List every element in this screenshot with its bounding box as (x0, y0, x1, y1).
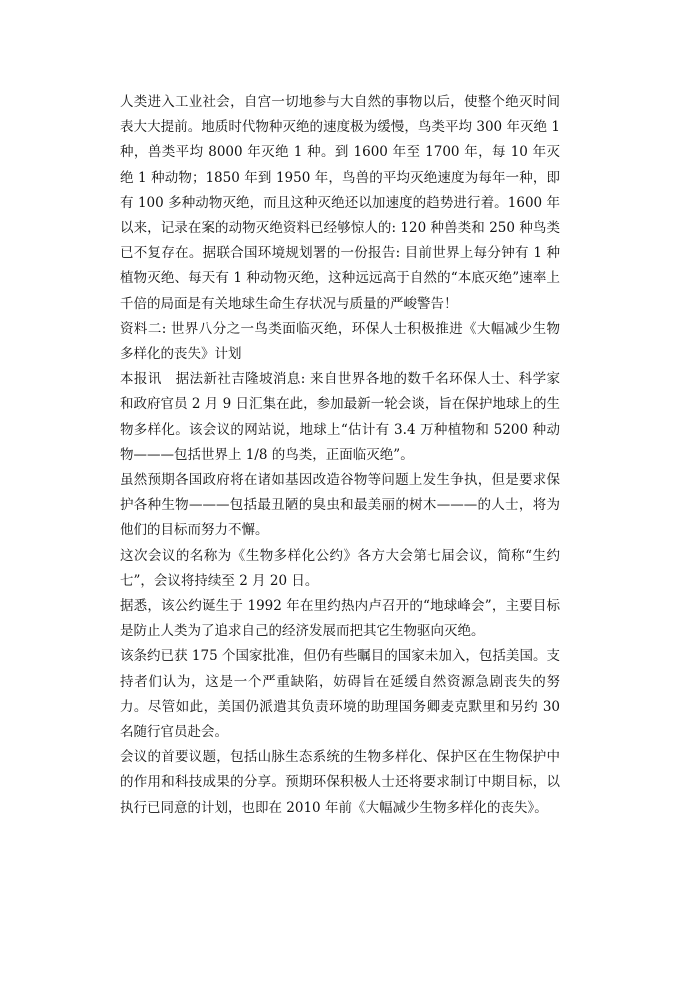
paragraph-agenda: 会议的首要议题，包括山脉生态系统的生物多样化、保护区在生物保护中的作用和科技成果的分享。预期环保积极人士还将要求制订中期目标，以执行已同意的计划，也即在 2010 年前《大幅减少生物多样化的丧失》。 (120, 749, 560, 816)
paragraph-ratification: 该条约已获 175 个国家批准，但仍有些瞩目的国家未加入，包括美国。支持者们认为，这是一个严重缺陷，妨碍旨在延缓自然资源急剧丧失的努力。尽管如此，美国仍派遣其负责环境的助理国务卿麦克默里和另约 30 名随行官员赴会。 (120, 648, 560, 741)
paragraph-news-report: 本报讯 据法新社吉隆坡消息: 来自世界各地的数千名环保人士、科学家和政府官员 2 月 9 日汇集在此，参加最新一轮会谈，旨在保护地球上的生物多样化。该会议的网站说，地球上“估计有 3.4 万种植物和 5200 种动物———包括世界上 1/8 的鸟类，正面临灭绝”。 (120, 371, 560, 463)
paragraph-material-two-heading: 资料二: 世界八分之一鸟类面临灭绝，环保人士积极推进《大幅减少生物多样化的丧失》计划 (120, 320, 560, 363)
paragraph-expected-disputes: 虽然预期各国政府将在诸如基因改造谷物等问题上发生争执，但是要求保护各种生物———包括最丑陋的臭虫和最美丽的树木———的人士，将为他们的目标而努力不懈。 (120, 472, 560, 539)
document-body (120, 90, 560, 821)
paragraph-extinction-history: 人类进入工业社会，自宫一切地参与大自然的事物以后，使整个绝灭时间表大大提前。地质时代物种灭绝的速度极为缓慢，鸟类平均 300 年灭绝 1 种，兽类平均 8000 年灭绝 1 种。到 1600 年至 1700 年，每 10 年灭绝 1 种动物；1850 年到 1950 年，鸟兽的平均灭绝速度为每年一种，即有 100 多种动物灭绝，而且这种灭绝还以加速度的趋势进行着。1600 年以来，记录在案的动物灭绝资料已经够惊人的: 120 种兽类和 250 种鸟类已不复存在。据联合国环境规划署的一份报告: 目前世界上每分钟有 1 种植物灭绝、每天有 1 种动物灭绝，这种远远高于自然的“本底灭绝”速率上千倍的局面是有关地球生命生存状况与质量的严峻警告！ (120, 94, 560, 312)
paragraph-convention-origin: 据悉，该公约诞生于 1992 年在里约热内卢召开的“地球峰会”，主要目标是防止人类为了追求自己的经济发展而把其它生物驱向灭绝。 (120, 598, 560, 640)
paragraph-conference-name: 这次会议的名称为《生物多样化公约》各方大会第七届会议，简称“生约七”，会议将持续至 2 月 20 日。 (120, 547, 560, 589)
